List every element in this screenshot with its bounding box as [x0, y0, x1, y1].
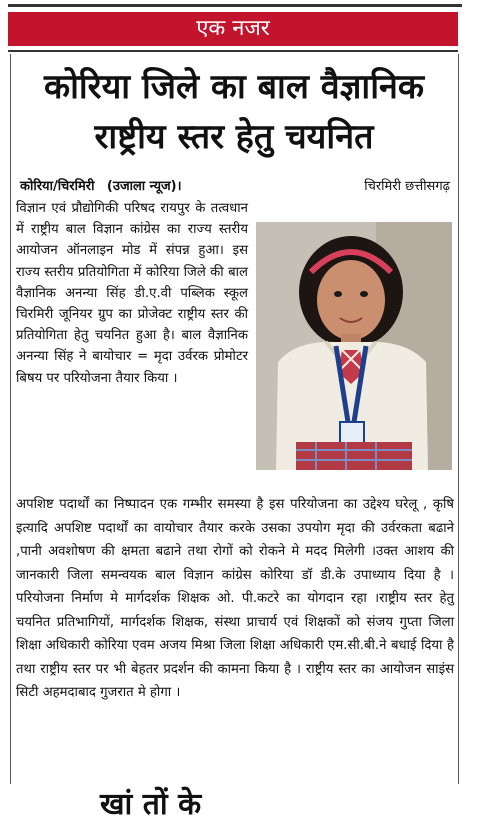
article-body-full: अपशिष्ट पदार्थों का निष्पादन एक गम्भीर समस्या है इस परियोजना का उद्देश्य घरेलू , कृषि इत्यादि अपशिष्ट पदार्थों का वायोचार तैयार करके उसका उपयोग मृदा की उर्वरकता बढाने ,पानी अवशोषण की क्षमता बढाने तथा रोगों को रोकने मे मदद मिलेगी ।उक्त आशय की जानकारी जिला समन्वयक बाल विज्ञान कांग्रेस कोरिया डॉ डी.के उपाध्याय दिया है । परियोजना निर्माण मे मार्गदर्शक शिक्षक ओ. पी.कटरे का योगदान रहा ।राष्ट्रीय स्तर हेतु चयनित प्रतिभागियों, मार्गदर्शक शिक्षक, संस्था प्राचार्य एवं शिक्षकों को संजय गुप्ता जिला शिक्षा अधिकारी कोरिया एवम अजय मिश्रा जिला शिक्षा अधिकारी एम.सी.बी.ने बधाई दिया है तथा राष्ट्रीय स्तर पर भी बेहतर प्रदर्शन की कामना किया है । राष्ट्रीय स्तर का आयोजन साइंस सिटी अहमदाबाद गुजरात मे होगा ।: [16, 497, 454, 700]
student-photo-illustration: [256, 222, 452, 470]
headline-line-2: राष्ट्रीय स्तर हेतु चयनित: [94, 117, 374, 157]
next-article-headline-fragment: खां तों के: [100, 787, 202, 822]
article-headline: [14, 62, 454, 162]
headline-line-1: कोरिया जिले का बाल वैज्ञानिक: [43, 67, 425, 107]
dateline-place: कोरिया/चिरमिरी: [20, 179, 95, 194]
top-rule: [8, 4, 462, 7]
dateline-source: (उजाला न्यूज)।: [106, 179, 182, 194]
dateline-left: [20, 176, 182, 194]
section-kicker: एक नजर: [8, 12, 458, 46]
headline-rule: [8, 50, 458, 52]
frame-left-rule: [10, 54, 11, 784]
student-photo: [256, 222, 452, 470]
dateline: [20, 176, 450, 194]
article-body-column: विज्ञान एवं प्रौद्योगिकी परिषद रायपुर के तत्वधान में राष्ट्रीय बाल विज्ञान कांग्रेस का राज्य स्तरीय आयोजन ऑनलाइन मोड में संपन्न हुआ। इस राज्य स्तरीय प्रतियोगिता में कोरिया जिले की बाल वैज्ञानिक अनन्या सिंह डी.ए.वी पब्लिक स्कूल चिरमिरी जूनियर ग्रुप का प्रोजेक्ट राष्ट्रीय स्तर की प्रतियोगिता हेतु चयनित हुआ है। बाल वैज्ञानिक अनन्या सिंह ने बायोचार = मृदा उर्वरक प्रोमोटर बिषय पर परियोजना तैयार किया ।: [16, 201, 248, 386]
frame-right-rule: [458, 54, 459, 784]
dateline-right: चिरमिरी छत्तीसगढ़: [364, 179, 450, 194]
